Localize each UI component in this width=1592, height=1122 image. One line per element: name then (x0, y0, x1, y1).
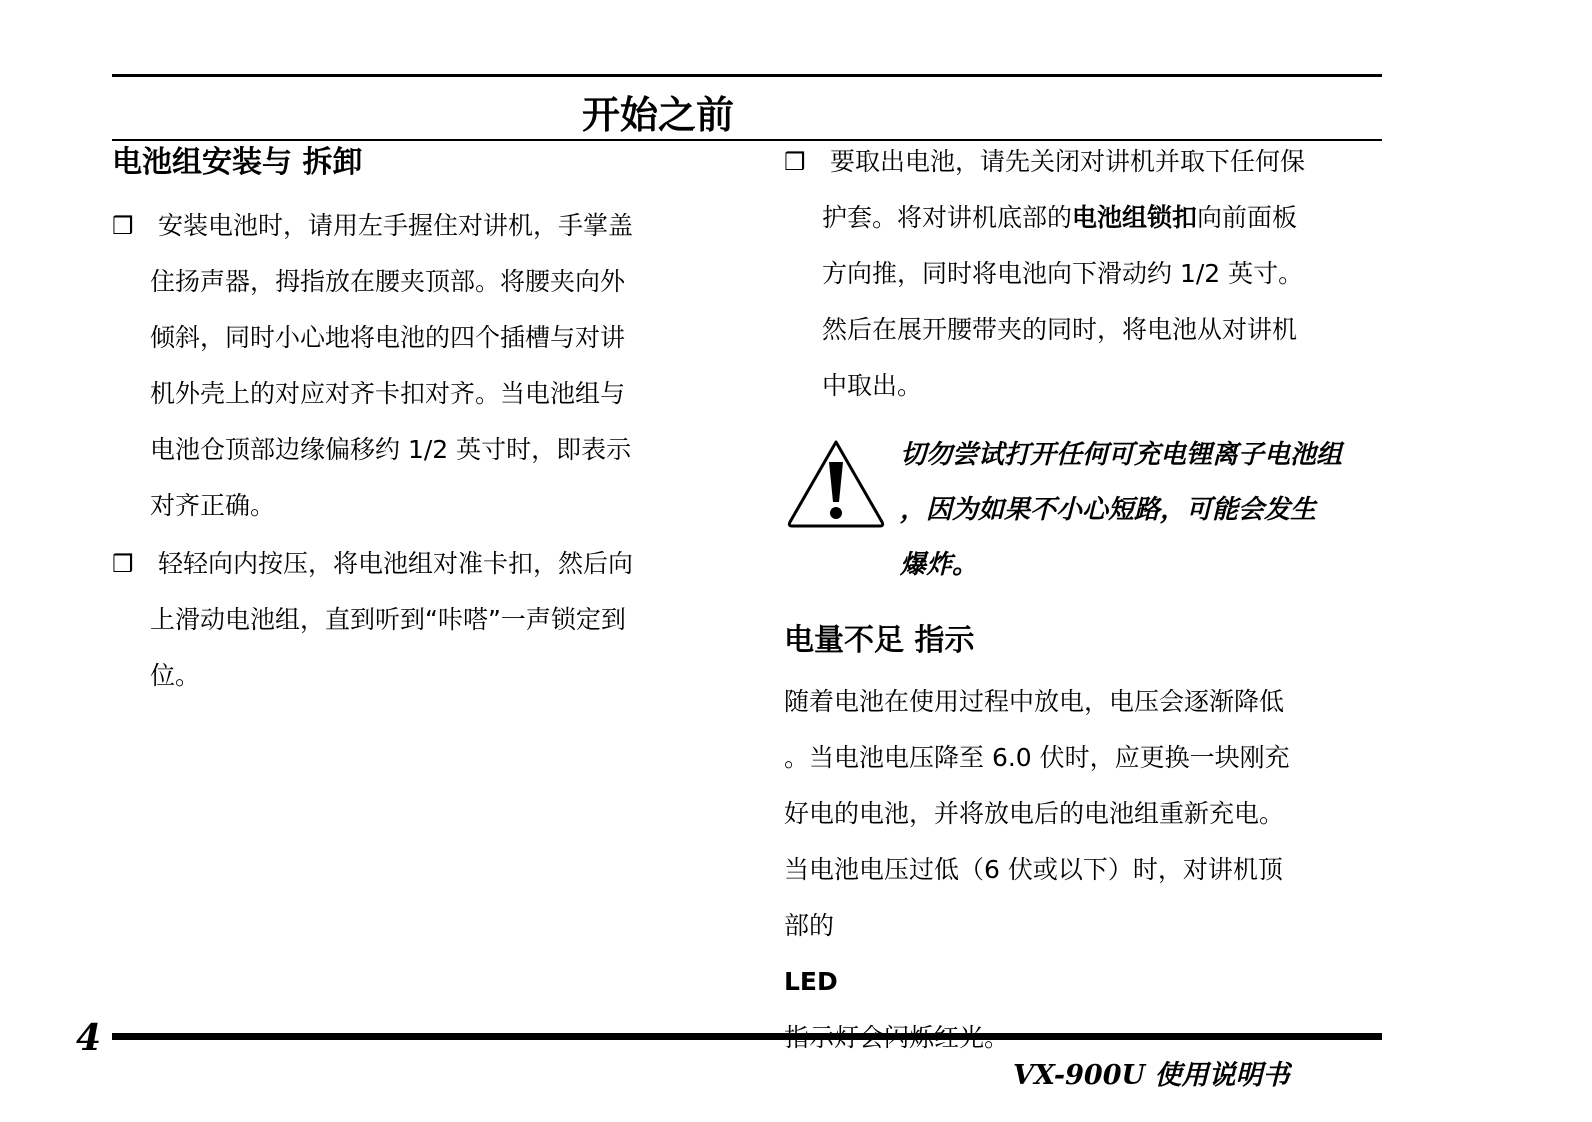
page-number: 4 (76, 1017, 102, 1059)
low-battery-heading: 电量不足 指示 (784, 623, 975, 658)
slide-line-1: 轻轻向内按压，将电池组对准卡扣，然后向 (158, 549, 634, 578)
low-battery-line-5: 部的 LED (784, 911, 838, 996)
bullet-square-icon: ❒ (784, 148, 806, 176)
slide-line-3: 位。 (150, 661, 201, 690)
warning-line-3: 爆炸。 (900, 550, 979, 580)
low-battery-line-3: 好电的电池，并将放电后的电池组重新充电。 (784, 799, 1285, 828)
warning-line-2: ，因为如果不小心短路，可能会发生 (900, 495, 1317, 525)
install-line-1: 安装电池时，请用左手握住对讲机，手掌盖 (158, 211, 634, 240)
warning-line-1: 切勿尝试打开任何可充电锂离子电池组 (900, 440, 1343, 470)
page-title: 开始之前 (581, 93, 734, 137)
low-battery-line-2: 。当电池电压降至 6.0 伏时，应更换一块刚充 (784, 743, 1290, 772)
install-line-4: 机外壳上的对应对齐卡扣对齐。当电池组与 (150, 379, 626, 408)
install-line-6: 对齐正确。 (150, 491, 276, 520)
battery-latch-term: 电池组锁扣 (1072, 203, 1198, 232)
footer-label: 使用说明书 (1154, 1060, 1290, 1091)
footer-title (1013, 1058, 1289, 1094)
install-line-3: 倾斜，同时小心地将电池的四个插槽与对讲 (150, 323, 626, 352)
remove-bullet (784, 134, 1394, 414)
low-battery-line-1: 随着电池在使用过程中放电，电压会逐渐降低 (784, 687, 1285, 716)
remove-line-5: 中取出。 (822, 371, 923, 400)
low-battery-paragraph (784, 674, 1394, 1066)
install-bullet (112, 198, 722, 534)
led-term: LED (784, 967, 838, 996)
bullet-square-icon: ❒ (112, 212, 134, 240)
remove-line-3: 方向推，同时将电池向下滑动约 1/2 英寸。 (822, 259, 1304, 288)
remove-line-2: 护套。将对讲机底部的电池组锁扣向前面板 (822, 203, 1298, 232)
battery-install-heading: 电池组安装与 拆卸 (112, 145, 363, 180)
low-battery-line-4: 当电池电压过低（6 伏或以下）时，对讲机顶 (784, 855, 1283, 884)
footer-model: VX-900U (1013, 1060, 1146, 1091)
top-rule (112, 74, 1382, 77)
bottom-rule (112, 1033, 1382, 1040)
install-line-5: 电池仓顶部边缘偏移约 1/2 英寸时，即表示 (150, 435, 632, 464)
slide-bullet (112, 536, 722, 704)
slide-line-2: 上滑动电池组，直到听到“咔嗒”一声锁定到 (150, 605, 626, 634)
warning-triangle-icon (786, 438, 886, 528)
remove-line-1: 要取出电池，请先关闭对讲机并取下任何保 (830, 147, 1306, 176)
bullet-square-icon: ❒ (112, 550, 134, 578)
remove-line-4: 然后在展开腰带夹的同时，将电池从对讲机 (822, 315, 1298, 344)
warning-text (900, 428, 1386, 593)
install-line-2: 住扬声器，拇指放在腰夹顶部。将腰夹向外 (150, 267, 626, 296)
